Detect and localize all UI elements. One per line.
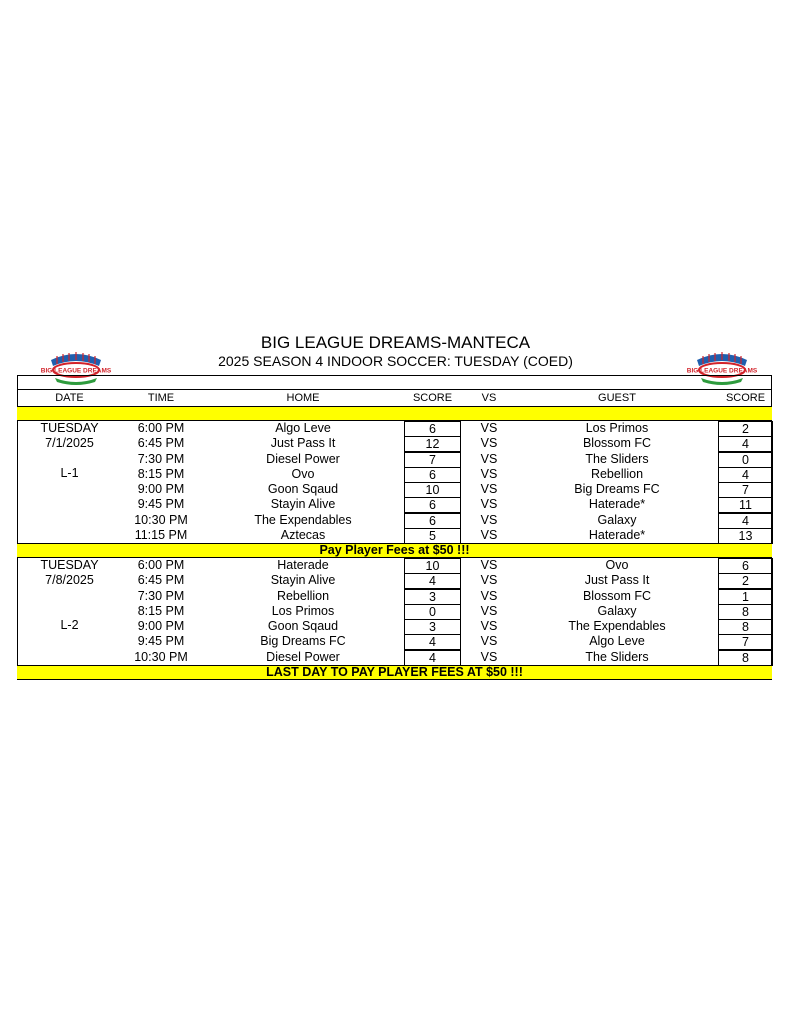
col-header-home-score: SCORE	[412, 392, 453, 404]
col-header-home: HOME	[286, 392, 320, 404]
guest-score: 13	[718, 528, 773, 544]
home-score: 6	[404, 421, 461, 437]
vs-label: VS	[480, 588, 498, 603]
guest-score: 1	[718, 589, 773, 605]
guest-score: 0	[718, 452, 773, 468]
home-score: 5	[404, 528, 461, 544]
col-header-time: TIME	[147, 392, 175, 404]
guest-team: Algo Leve	[589, 634, 645, 649]
guest-team: Galaxy	[597, 603, 637, 618]
home-team: Los Primos	[271, 603, 335, 618]
guest-score: 2	[718, 573, 773, 589]
home-score: 6	[404, 467, 461, 483]
vs-label: VS	[480, 649, 498, 664]
col-header-date: DATE	[55, 392, 84, 404]
guest-team: The Expendables	[568, 619, 666, 633]
header-divider	[17, 389, 772, 390]
home-score: 3	[404, 589, 461, 605]
guest-team: Big Dreams FC	[574, 482, 660, 496]
home-score: 10	[404, 482, 461, 498]
vs-label: VS	[480, 482, 498, 496]
game-time: 6:45 PM	[137, 573, 185, 588]
vs-label: VS	[480, 466, 498, 481]
vs-label: VS	[480, 527, 498, 542]
home-score: 7	[404, 452, 461, 468]
guest-team: The Sliders	[585, 451, 649, 466]
guest-score: 2	[718, 421, 773, 437]
home-team: Stayin Alive	[270, 497, 336, 512]
vs-label: VS	[480, 619, 498, 633]
home-team: Goon Sqaud	[267, 482, 339, 496]
game-time: 9:00 PM	[137, 619, 185, 633]
guest-score: 6	[718, 558, 773, 574]
game-time: 10:30 PM	[134, 649, 188, 664]
home-score: 4	[404, 573, 461, 589]
week-day: TUESDAY	[40, 558, 99, 572]
vs-label: VS	[480, 497, 498, 512]
guest-score: 11	[718, 497, 773, 513]
guest-team: Haterade*	[588, 497, 646, 512]
col-header-guest-score: SCORE	[725, 392, 766, 404]
guest-score: 4	[718, 513, 773, 529]
home-score: 6	[404, 497, 461, 513]
guest-team: Just Pass It	[584, 573, 650, 588]
vs-label: VS	[480, 436, 498, 451]
home-team: Diesel Power	[266, 649, 340, 664]
home-team: Diesel Power	[266, 451, 340, 466]
home-score: 0	[404, 604, 461, 620]
guest-score: 4	[718, 467, 773, 483]
home-team: Ovo	[291, 466, 315, 481]
home-score: 4	[404, 650, 461, 666]
vs-label: VS	[480, 558, 498, 572]
page-title: BIG LEAGUE DREAMS-MANTECA	[260, 333, 531, 352]
guest-score: 8	[718, 619, 773, 635]
game-time: 9:45 PM	[137, 634, 185, 649]
game-time: 9:45 PM	[137, 497, 185, 512]
home-team: Aztecas	[280, 527, 326, 542]
vs-label: VS	[480, 512, 498, 527]
home-score: 3	[404, 619, 461, 635]
guest-team: Haterade*	[588, 527, 646, 542]
guest-score: 7	[718, 634, 773, 650]
game-time: 7:30 PM	[137, 588, 185, 603]
home-team: Stayin Alive	[270, 573, 336, 588]
week-date: 7/1/2025	[45, 436, 94, 450]
vs-label: VS	[480, 421, 498, 435]
week-league: L-1	[60, 466, 79, 480]
game-time: 9:00 PM	[137, 482, 185, 496]
vs-label: VS	[480, 573, 498, 588]
week-date: 7/8/2025	[45, 573, 94, 587]
guest-score: 7	[718, 482, 773, 498]
week-league: L-2	[60, 618, 79, 632]
home-team: Algo Leve	[275, 421, 331, 435]
home-team: Goon Sqaud	[267, 619, 339, 633]
home-team: Just Pass It	[270, 436, 336, 451]
col-header-vs: VS	[481, 392, 497, 404]
home-team: Big Dreams FC	[260, 634, 346, 649]
home-team: Rebellion	[276, 588, 330, 603]
home-team: The Expendables	[254, 512, 352, 527]
guest-team: Galaxy	[597, 512, 637, 527]
svg-text:BIG LEAGUE DREAMS: BIG LEAGUE DREAMS	[40, 367, 112, 375]
guest-team: Los Primos	[585, 421, 649, 435]
vs-label: VS	[480, 603, 498, 618]
guest-team: Blossom FC	[582, 436, 652, 451]
game-time: 7:30 PM	[137, 451, 185, 466]
home-score: 10	[404, 558, 461, 574]
game-time: 6:00 PM	[137, 558, 185, 572]
home-score: 12	[404, 436, 461, 452]
vs-label: VS	[480, 451, 498, 466]
game-time: 8:15 PM	[137, 603, 185, 618]
guest-team: Ovo	[605, 558, 629, 572]
highlight-bar-top	[17, 406, 772, 421]
guest-score: 8	[718, 604, 773, 620]
game-time: 11:15 PM	[134, 527, 188, 542]
notice-bar: Pay Player Fees at $50 !!!	[17, 543, 772, 558]
week-day: TUESDAY	[40, 421, 99, 435]
game-time: 10:30 PM	[134, 512, 188, 527]
guest-score: 8	[718, 650, 773, 666]
home-team: Haterade	[277, 558, 329, 572]
guest-score: 4	[718, 436, 773, 452]
vs-label: VS	[480, 634, 498, 649]
guest-team: Blossom FC	[582, 588, 652, 603]
page-subtitle: 2025 SEASON 4 INDOOR SOCCER: TUESDAY (COED)	[218, 353, 573, 369]
col-header-guest: GUEST	[598, 392, 636, 404]
home-score: 6	[404, 513, 461, 529]
game-time: 6:00 PM	[137, 421, 185, 435]
notice-bar: LAST DAY TO PAY PLAYER FEES AT $50 !!!	[17, 665, 772, 680]
home-score: 4	[404, 634, 461, 650]
guest-team: Rebellion	[590, 466, 644, 481]
guest-team: The Sliders	[585, 649, 649, 664]
svg-text:BIG LEAGUE DREAMS: BIG LEAGUE DREAMS	[686, 367, 758, 375]
game-time: 6:45 PM	[137, 436, 185, 451]
game-time: 8:15 PM	[137, 466, 185, 481]
